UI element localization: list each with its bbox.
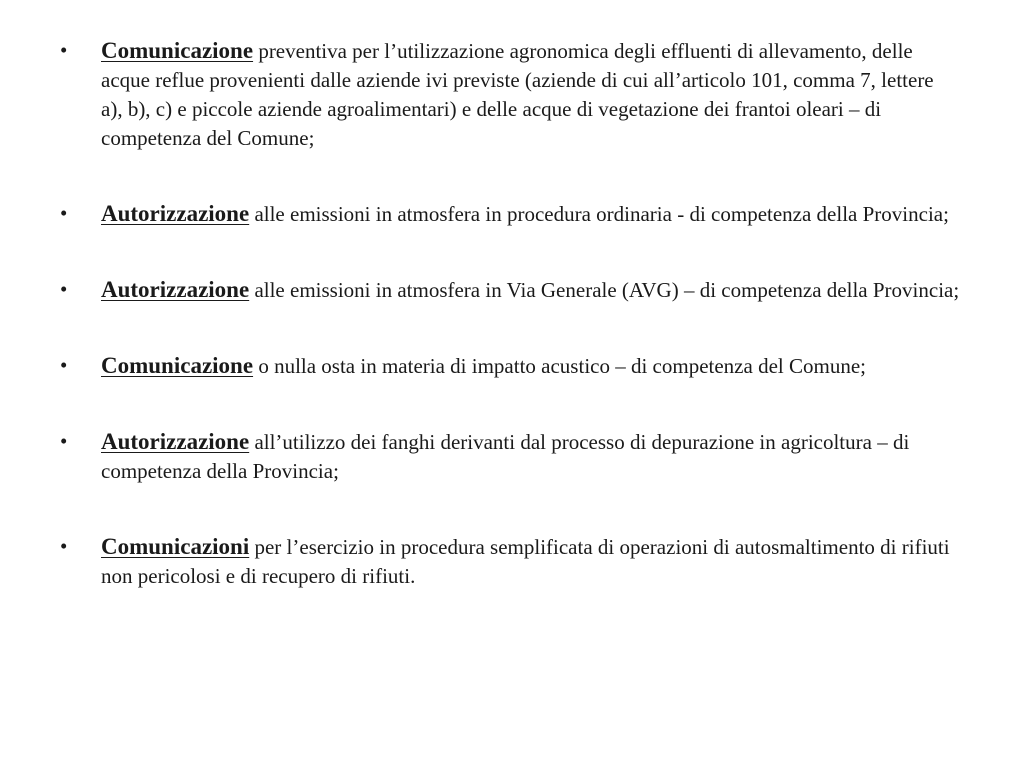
list-item: [60, 427, 960, 486]
bullet-marker: •: [60, 201, 68, 225]
item-lead-word: Comunicazione: [101, 38, 254, 63]
list-item: [60, 36, 960, 153]
item-text: alle emissioni in atmosfera in Via Generale (AVG) – di competenza della Provincia;: [249, 278, 960, 302]
bullet-marker: •: [60, 429, 68, 453]
item-text: preventiva per l’utilizzazione agronomica degli effluenti di allevamento, delle acque reflue provenienti dalle aziende ivi previste (aziende di cui all’articolo 101, comma 7, lettere a), b), c) e piccole aziende agroalimentari) e delle acque di vegetazione dei frantoi oleari – di competenza del Comune;: [101, 39, 934, 150]
item-lead-word: Comunicazione: [101, 353, 254, 378]
list-item: [60, 275, 960, 305]
item-lead-word: Autorizzazione: [101, 277, 250, 302]
bullet-marker: •: [60, 277, 68, 301]
bullet-marker: •: [60, 38, 68, 62]
bullet-marker: •: [60, 353, 68, 377]
item-text: all’utilizzo dei fanghi derivanti dal processo di depurazione in agricoltura – di competenza della Provincia;: [101, 430, 910, 483]
bullet-marker: •: [60, 534, 68, 558]
bullet-list: [60, 36, 960, 637]
list-item: [60, 351, 960, 381]
item-text: alle emissioni in atmosfera in procedura ordinaria - di competenza della Provincia;: [249, 202, 949, 226]
list-item: [60, 199, 960, 229]
item-lead-word: Autorizzazione: [101, 201, 250, 226]
item-lead-word: Comunicazioni: [101, 534, 250, 559]
item-text: o nulla osta in materia di impatto acustico – di competenza del Comune;: [253, 354, 866, 378]
item-text: per l’esercizio in procedura semplificata di operazioni di autosmaltimento di rifiuti non pericolosi e di recupero di rifiuti.: [101, 535, 950, 588]
item-lead-word: Autorizzazione: [101, 429, 250, 454]
list-item: [60, 532, 960, 591]
